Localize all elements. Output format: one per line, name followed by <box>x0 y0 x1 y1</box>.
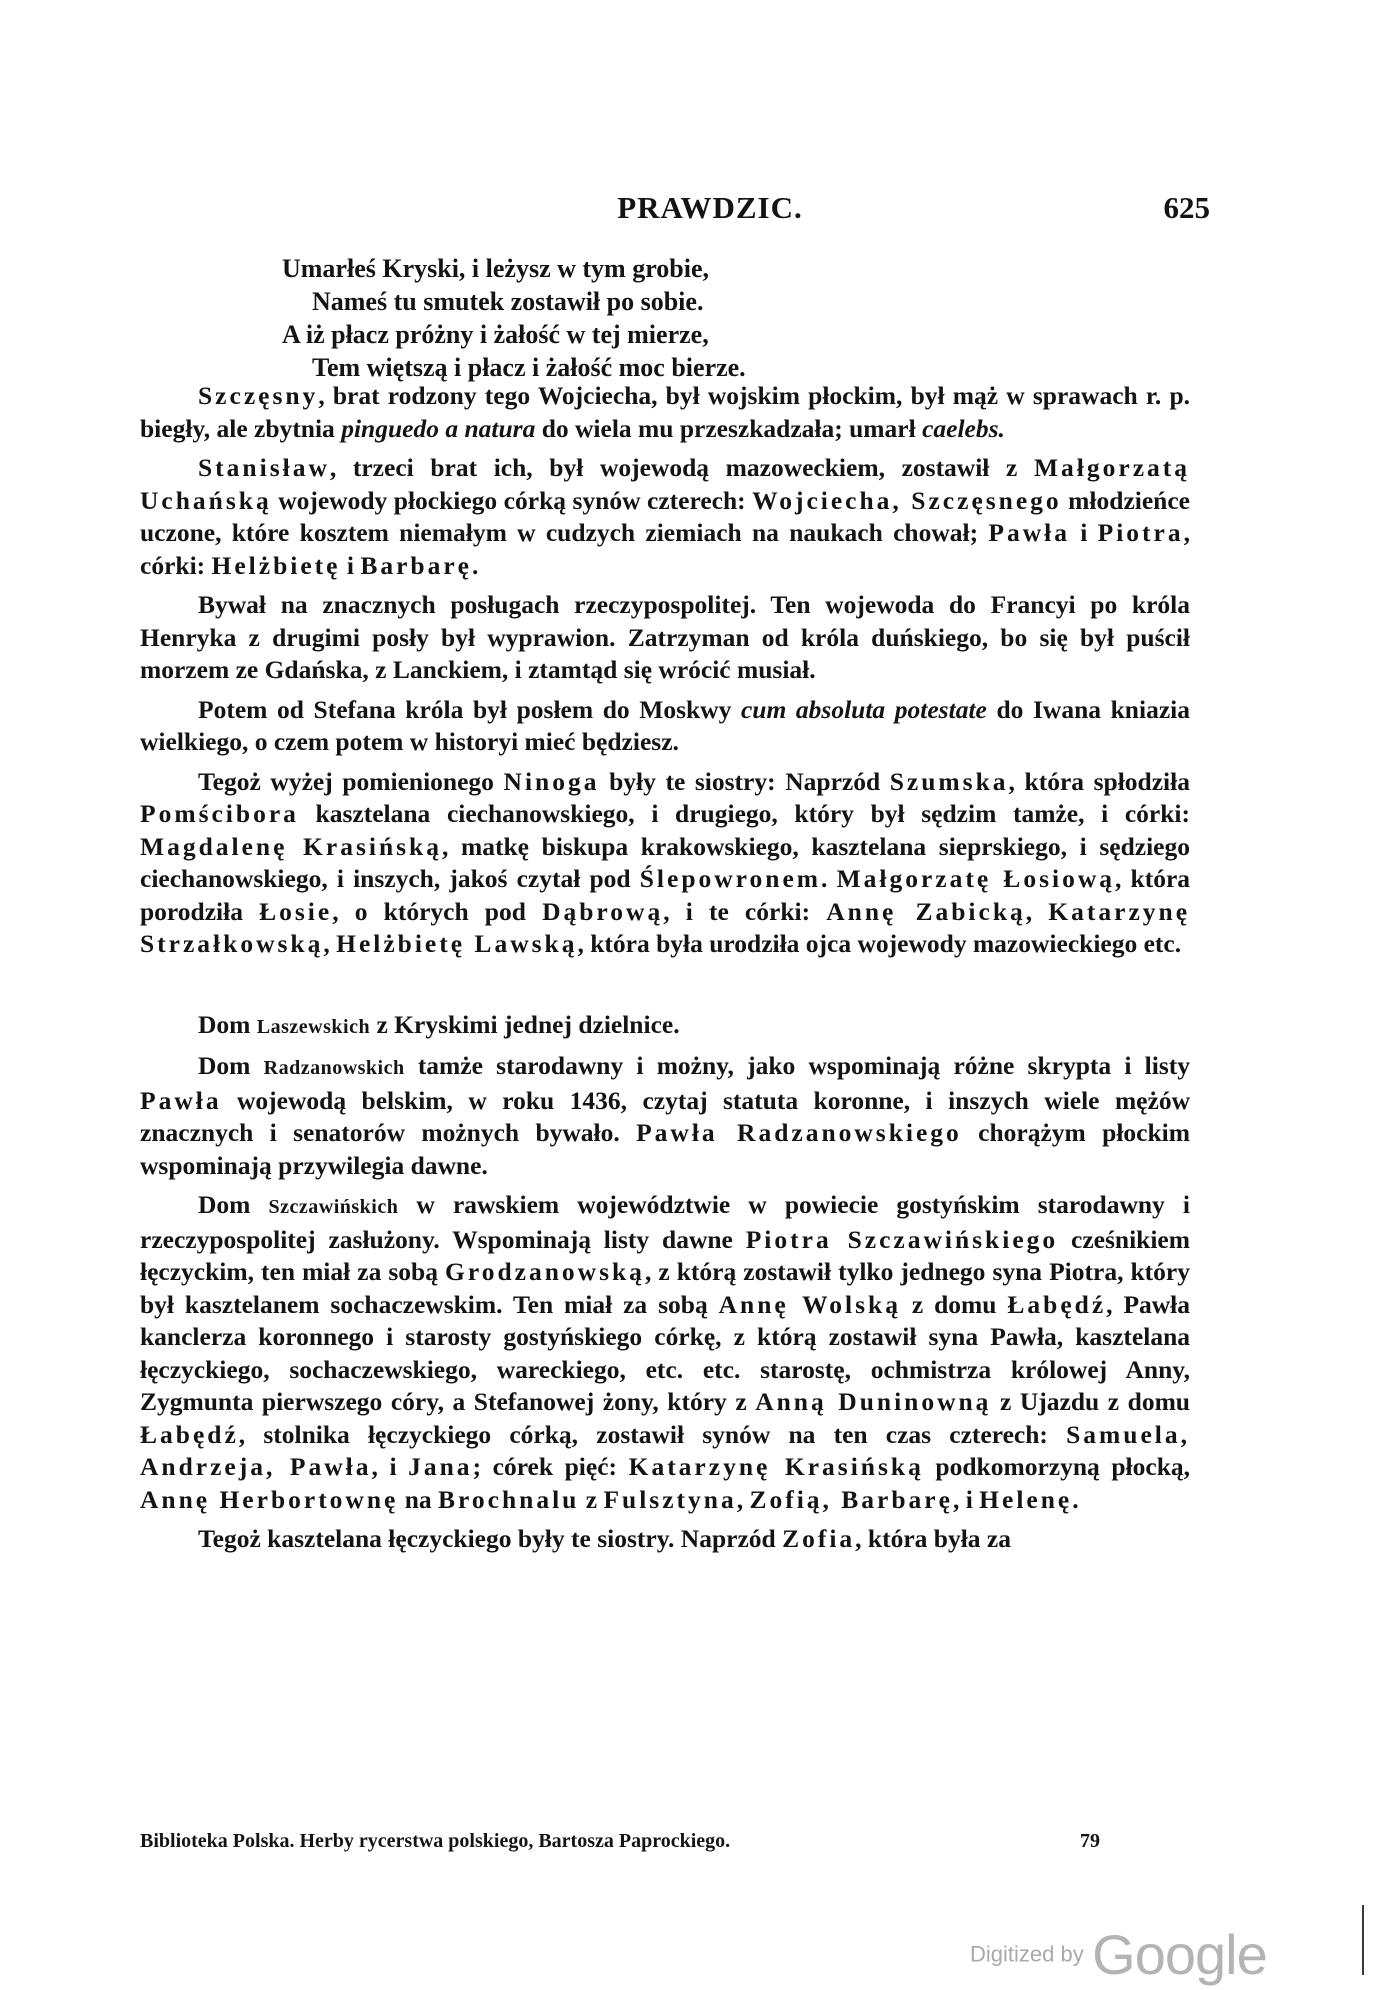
running-title: PRAWDZIC. <box>617 190 803 225</box>
poem-line: Tem więtszą i płacz i żałość moc bierze. <box>312 353 746 382</box>
poem-line: Umarłeś Kryski, i leżysz w tym grobie, <box>282 254 709 283</box>
footer-series-title: Biblioteka Polska. Herby rycerstwa polskiego, Bartosza Paprockiego. <box>140 1830 731 1852</box>
paragraph-siostry-ninoga: Tegoż wyżej pomienionego Ninoga były te siostry: Naprzód Szumska, która spłodziła Pomścibora kasztelana ciechanowskiego, i drugiego, który był sędzim tamże, i córki: Magdalenę Krasińską, matkę biskupa krakowskiego, kasztelana sieprskiego, i sędziego ciechanowskiego, i inszych, jakoś czytał pod Ślepowronem. Małgorzatę Łosiową, która porodziła Łosie, o których pod Dąbrową, i te córki: Annę Zabicką, Katarzynę Strzałkowską, Helżbietę Lawską, która była urodziła ojca wojewody mazowieckiego etc. <box>140 766 1191 958</box>
poem-line: A iż płacz próżny i żałość w tej mierze, <box>282 320 709 349</box>
paragraph-radzanowscy: Dom Radzanowskich tamże starodawny i możny, jako wspominają różne skrypta i listy Pawła wojewodą belskim, w roku 1436, czytaj statuta koronne, i inszych wiele mężów znacznych i senatorów możnych bywało. Pawła Radzanowskiego chorążym płockim wspominają przywilegia dawne. <box>140 1051 1190 1180</box>
paragraph-stanislaw: Stanisław, trzeci brat ich, był wojewodą mazoweckiem, zostawił z Małgorzatą Uchańską wojewody płockiego córką synów czterech: Wojciecha, Szczęsnego młodzieńce uczone, które kosztem niemałym w cudzych ziemiach na naukach chował; Pawła i Piotra, córki: Helżbietę i Barbarę. <box>140 453 1190 580</box>
footer-signature-mark: 79 <box>1080 1830 1100 1852</box>
google-logo: Google <box>1092 1923 1267 1986</box>
page-header <box>210 190 1210 230</box>
paragraph-siostry-kasztelana: Tegoż kasztelana łęczyckiego były te siostry. Naprzód Zofia, która była za <box>198 1524 1011 1553</box>
paragraph-laszewscy: Dom Laszewskich z Kryskimi jednej dzielnice. <box>198 1009 680 1039</box>
page-number: 625 <box>1163 190 1210 225</box>
epitaph-poem <box>282 252 746 384</box>
body-text <box>140 380 1190 1563</box>
paragraph-szczawinscy: Dom Szczawińskich w rawskiem województwie w powiecie gostyńskim starodawny i rzeczypospolitej zasłużony. Wspominają listy dawne Piotra Szczawińskiego cześnikiem łęczyckim, ten miał za sobą Grodzanowską, z którą zostawił tylko jednego syna Piotra, który był kasztelanem sochaczewskim. Ten miał za sobą Annę Wolską z domu Łabędź, Pawła kanclerza koronnego i starosty gostyńskiego córkę, z którą zostawił syna Pawła, kasztelana łęczyckiego, sochaczewskiego, wareckiego, etc. etc. starostę, ochmistrza królowej Anny, Zygmunta pierwszego córy, a Stefanowej żony, który z Anną Duninowną z Ujazdu z domu Łabędź, stolnika łęczyckiego córką, zostawił synów na ten czas czterech: Samuela, Andrzeja, Pawła, i Jana; córek pięć: Katarzynę Krasińską podkomorzyną płocką, Annę Herbortownę na Brochnalu z Fulsztyna, Zofią, Barbarę, i Helenę. <box>140 1190 1191 1514</box>
digitized-watermark <box>970 1922 1267 1987</box>
scan-edge-line <box>1362 1905 1364 1975</box>
poem-line: Nameś tu smutek zostawił po sobie. <box>312 287 704 316</box>
watermark-prefix: Digitized by <box>970 1941 1084 1967</box>
paragraph-szczesny: Szczęsny, brat rodzony tego Wojciecha, był wojskim płockim, był mąż w sprawach r. p. biegły, ale zbytnia pinguedo a natura do wiela mu przeszkadzała; umarł caelebs. <box>140 381 1190 443</box>
page-footer <box>140 1830 1100 1860</box>
paragraph-moskwa: Potem od Stefana króla był posłem do Moskwy cum absoluta potestate do Iwana kniazia wielkiego, o czem potem w historyi mieć będziesz. <box>140 694 1190 756</box>
paragraph-poslugi: Bywał na znacznych posługach rzeczypospolitej. Ten wojewoda do Francyi po króla Henryka z drugimi posły był wyprawion. Zatrzyman od króla duńskiego, bo się był puścił morzem ze Gdańska, z Lanckiem, i ztamtąd się wrócić musiał. <box>140 590 1190 684</box>
